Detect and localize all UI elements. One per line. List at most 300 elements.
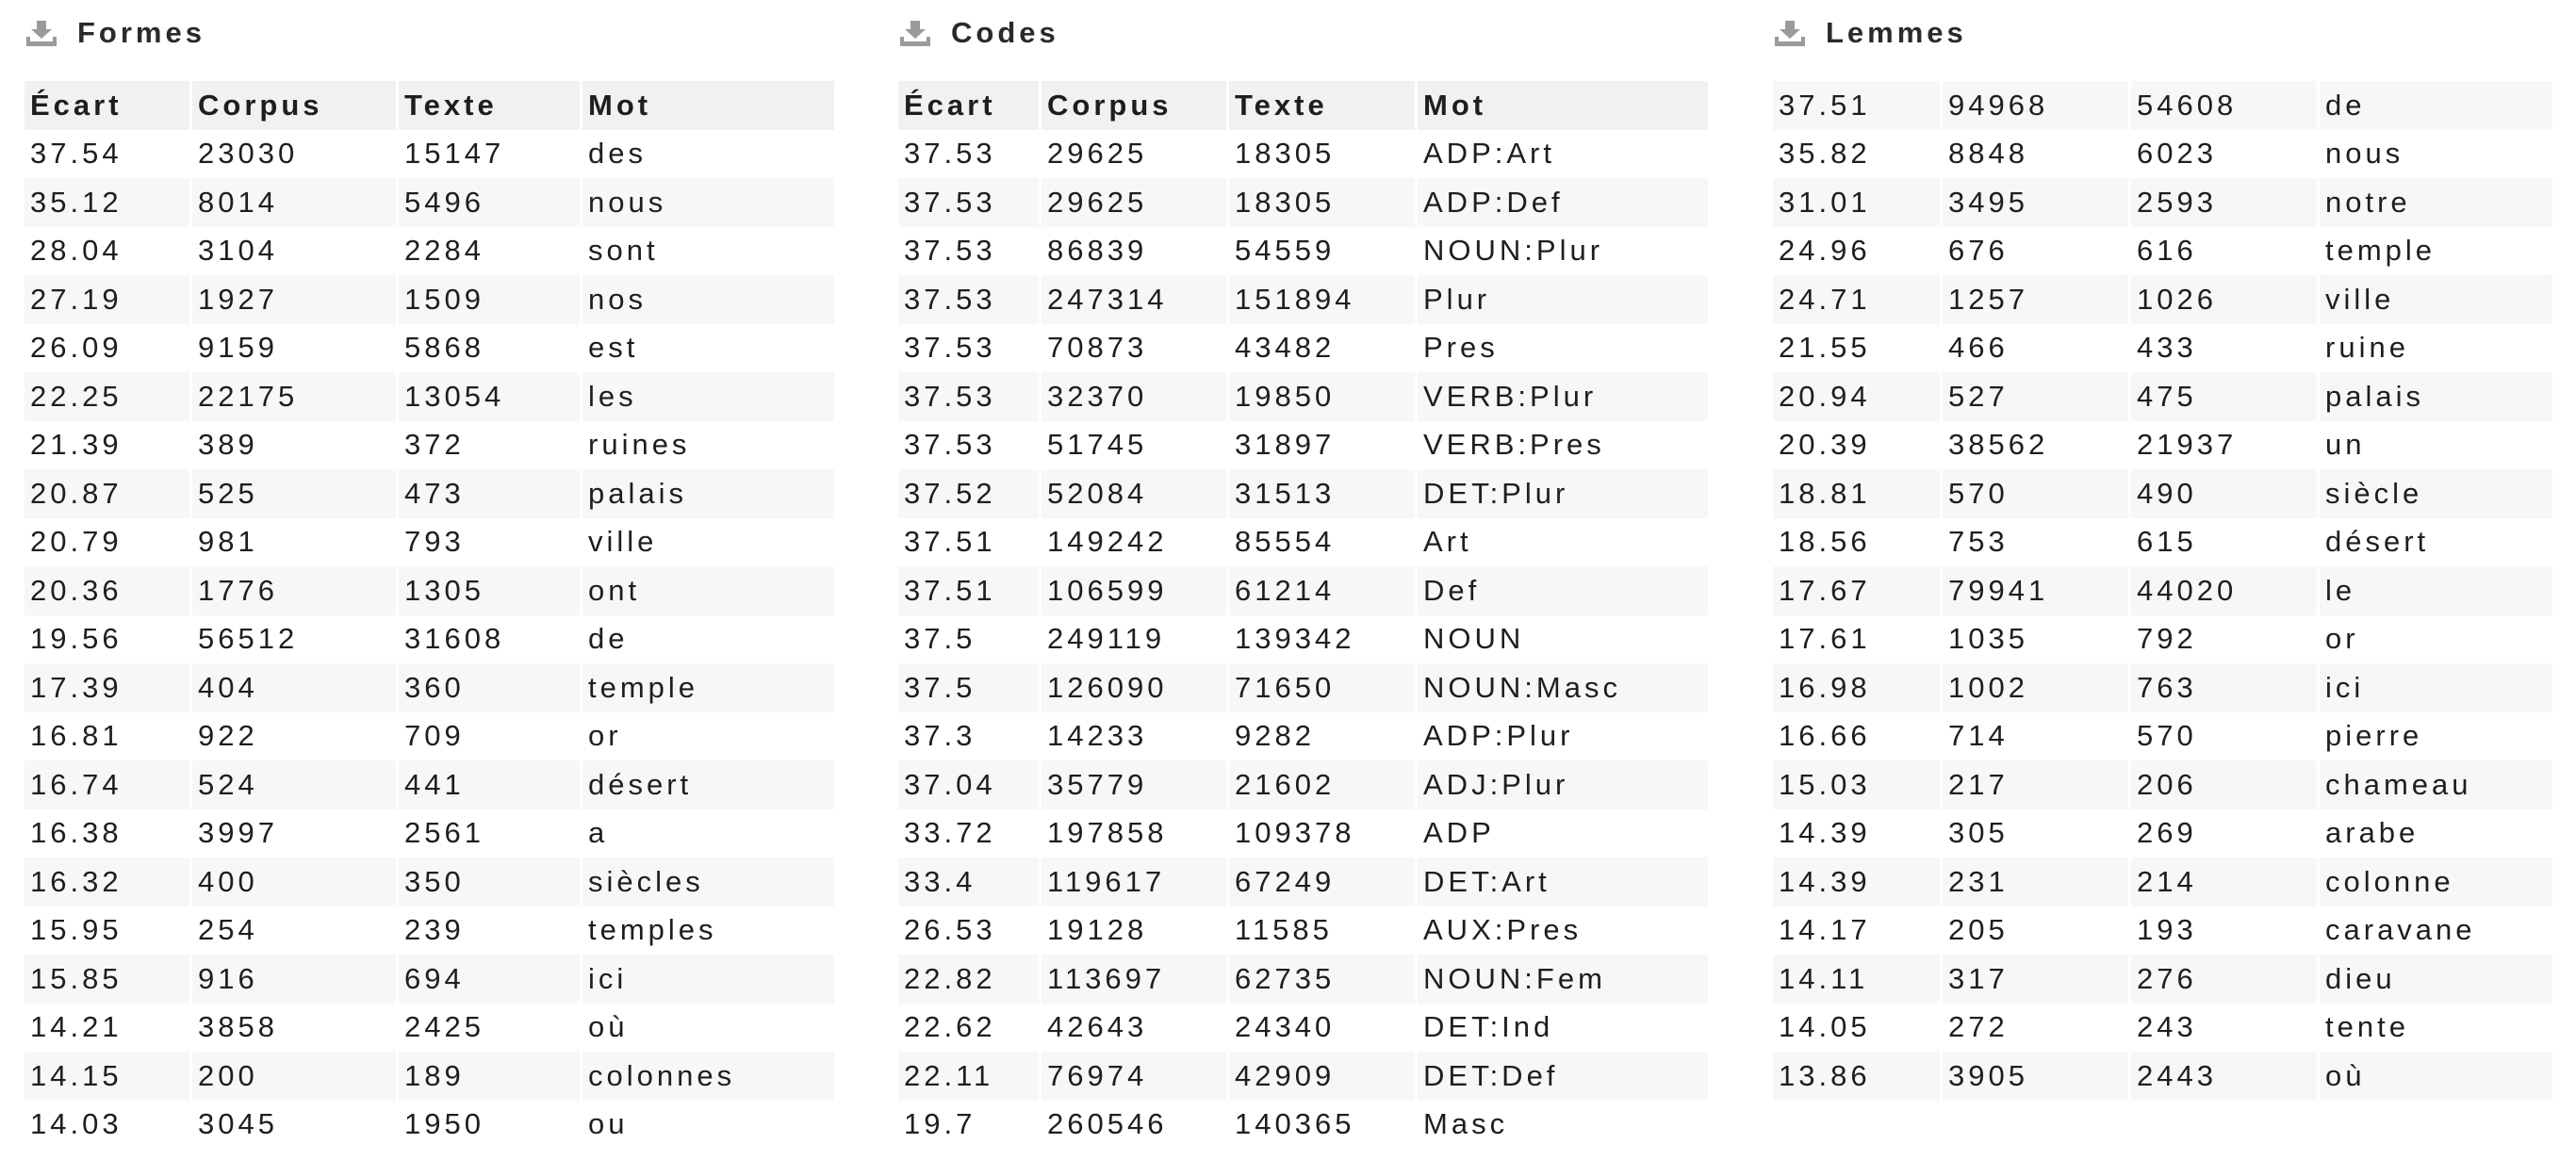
texte-cell: 475 xyxy=(2131,372,2320,421)
texte-cell: 243 xyxy=(2131,1004,2320,1053)
ecart-cell: 37.52 xyxy=(898,469,1042,518)
texte-cell: 616 xyxy=(2131,227,2320,276)
ecart-cell: 37.53 xyxy=(898,421,1042,470)
ecart-cell: 20.87 xyxy=(25,469,192,518)
texte-cell: 71650 xyxy=(1229,663,1418,712)
corpus-cell: 217 xyxy=(1943,760,2131,809)
texte-cell: 372 xyxy=(399,421,582,470)
mot-cell: DET:Ind xyxy=(1418,1004,1711,1053)
mot-cell: palais xyxy=(2320,372,2555,421)
ecart-cell: 17.67 xyxy=(1773,566,1943,615)
mot-cell: nous xyxy=(2320,130,2555,179)
download-icon[interactable] xyxy=(1773,19,1807,47)
table-row xyxy=(25,421,837,470)
corpus-cell: 525 xyxy=(192,469,399,518)
texte-cell: 42909 xyxy=(1229,1052,1418,1101)
ecart-cell: 16.38 xyxy=(25,809,192,858)
column-header[interactable]: Écart xyxy=(898,81,1042,130)
table-row xyxy=(25,275,837,324)
ecart-cell: 14.03 xyxy=(25,1101,192,1150)
codes-panel xyxy=(898,0,1711,1149)
mot-cell: DET:Def xyxy=(1418,1052,1711,1101)
table-row xyxy=(898,663,1711,712)
table-row xyxy=(1773,227,2555,276)
column-header[interactable]: Texte xyxy=(399,81,582,130)
table-row xyxy=(1773,518,2555,567)
texte-cell: 2425 xyxy=(399,1004,582,1053)
texte-cell: 433 xyxy=(2131,324,2320,373)
table-row xyxy=(898,227,1711,276)
corpus-cell: 1002 xyxy=(1943,663,2131,712)
mot-cell: sont xyxy=(582,227,837,276)
table-row xyxy=(1773,178,2555,227)
table-row xyxy=(898,1052,1711,1101)
texte-cell: 214 xyxy=(2131,858,2320,907)
lemmes-header xyxy=(1773,0,2555,66)
table-row xyxy=(898,372,1711,421)
texte-cell: 570 xyxy=(2131,712,2320,761)
texte-cell: 31608 xyxy=(399,615,582,664)
texte-cell: 13054 xyxy=(399,372,582,421)
ecart-cell: 22.62 xyxy=(898,1004,1042,1053)
table-row xyxy=(25,809,837,858)
mot-cell: DET:Plur xyxy=(1418,469,1711,518)
ecart-cell: 37.53 xyxy=(898,324,1042,373)
texte-cell: 350 xyxy=(399,858,582,907)
mot-cell: Art xyxy=(1418,518,1711,567)
corpus-cell: 86839 xyxy=(1042,227,1229,276)
mot-cell: où xyxy=(582,1004,837,1053)
mot-cell: chameau xyxy=(2320,760,2555,809)
corpus-cell: 51745 xyxy=(1042,421,1229,470)
corpus-cell: 3858 xyxy=(192,1004,399,1053)
table-row xyxy=(898,1101,1711,1150)
formes-rows xyxy=(25,130,837,1150)
texte-cell: 44020 xyxy=(2131,566,2320,615)
corpus-cell: 676 xyxy=(1943,227,2131,276)
corpus-cell: 404 xyxy=(192,663,399,712)
codes-table xyxy=(898,81,1711,1149)
lemmes-rows xyxy=(1773,81,2555,1101)
mot-cell: tente xyxy=(2320,1004,2555,1053)
column-header[interactable]: Mot xyxy=(1418,81,1711,130)
ecart-cell: 15.03 xyxy=(1773,760,1943,809)
table-row xyxy=(898,130,1711,179)
ecart-cell: 37.51 xyxy=(1773,81,1943,130)
corpus-cell: 200 xyxy=(192,1052,399,1101)
corpus-cell: 3997 xyxy=(192,809,399,858)
ecart-cell: 14.21 xyxy=(25,1004,192,1053)
table-row xyxy=(25,566,837,615)
ecart-cell: 35.12 xyxy=(25,178,192,227)
corpus-cell: 19128 xyxy=(1042,907,1229,956)
corpus-cell: 1035 xyxy=(1943,615,2131,664)
ecart-cell: 14.17 xyxy=(1773,907,1943,956)
ecart-cell: 37.54 xyxy=(25,130,192,179)
table-row xyxy=(1773,955,2555,1004)
column-header[interactable]: Mot xyxy=(582,81,837,130)
corpus-cell: 29625 xyxy=(1042,130,1229,179)
table-row xyxy=(898,809,1711,858)
codes-rows xyxy=(898,130,1711,1150)
mot-cell: nous xyxy=(582,178,837,227)
corpus-cell: 23030 xyxy=(192,130,399,179)
mot-cell: temples xyxy=(582,907,837,956)
ecart-cell: 31.01 xyxy=(1773,178,1943,227)
corpus-cell: 52084 xyxy=(1042,469,1229,518)
texte-cell: 1026 xyxy=(2131,275,2320,324)
texte-cell: 694 xyxy=(399,955,582,1004)
corpus-cell: 22175 xyxy=(192,372,399,421)
formes-header xyxy=(25,0,837,66)
mot-cell: NOUN:Fem xyxy=(1418,955,1711,1004)
codes-header-row xyxy=(898,81,1711,130)
table-row xyxy=(898,712,1711,761)
download-icon[interactable] xyxy=(25,19,58,47)
texte-cell: 43482 xyxy=(1229,324,1418,373)
table-row xyxy=(25,907,837,956)
formes-table xyxy=(25,81,837,1149)
ecart-cell: 16.81 xyxy=(25,712,192,761)
mot-cell: les xyxy=(582,372,837,421)
table-row xyxy=(898,178,1711,227)
mot-cell: siècle xyxy=(2320,469,2555,518)
ecart-cell: 26.09 xyxy=(25,324,192,373)
ecart-cell: 18.56 xyxy=(1773,518,1943,567)
corpus-cell: 305 xyxy=(1943,809,2131,858)
download-icon[interactable] xyxy=(898,19,932,47)
corpus-cell: 570 xyxy=(1943,469,2131,518)
table-row xyxy=(898,615,1711,664)
mot-cell: ruine xyxy=(2320,324,2555,373)
ecart-cell: 18.81 xyxy=(1773,469,1943,518)
corpus-cell: 14233 xyxy=(1042,712,1229,761)
codes-header xyxy=(898,0,1711,66)
texte-cell: 6023 xyxy=(2131,130,2320,179)
mot-cell: colonnes xyxy=(582,1052,837,1101)
texte-cell: 792 xyxy=(2131,615,2320,664)
table-row xyxy=(898,907,1711,956)
table-row xyxy=(25,858,837,907)
texte-cell: 85554 xyxy=(1229,518,1418,567)
texte-cell: 276 xyxy=(2131,955,2320,1004)
corpus-cell: 400 xyxy=(192,858,399,907)
corpus-cell: 922 xyxy=(192,712,399,761)
table-row xyxy=(898,275,1711,324)
mot-cell: Masc xyxy=(1418,1101,1711,1150)
formes-panel xyxy=(25,0,837,1149)
mot-cell: ruines xyxy=(582,421,837,470)
texte-cell: 193 xyxy=(2131,907,2320,956)
ecart-cell: 13.86 xyxy=(1773,1052,1943,1101)
texte-cell: 360 xyxy=(399,663,582,712)
corpus-cell: 3104 xyxy=(192,227,399,276)
table-row xyxy=(1773,81,2555,130)
texte-cell: 5868 xyxy=(399,324,582,373)
ecart-cell: 37.3 xyxy=(898,712,1042,761)
table-row xyxy=(25,1101,837,1150)
mot-cell: colonne xyxy=(2320,858,2555,907)
corpus-cell: 524 xyxy=(192,760,399,809)
mot-cell: Plur xyxy=(1418,275,1711,324)
mot-cell: ADP xyxy=(1418,809,1711,858)
ecart-cell: 26.53 xyxy=(898,907,1042,956)
texte-cell: 1305 xyxy=(399,566,582,615)
table-row xyxy=(25,615,837,664)
corpus-cell: 1257 xyxy=(1943,275,2131,324)
ecart-cell: 16.66 xyxy=(1773,712,1943,761)
ecart-cell: 15.85 xyxy=(25,955,192,1004)
corpus-cell: 317 xyxy=(1943,955,2131,1004)
mot-cell: ville xyxy=(582,518,837,567)
ecart-cell: 22.25 xyxy=(25,372,192,421)
corpus-cell: 94968 xyxy=(1943,81,2131,130)
mot-cell: ADP:Art xyxy=(1418,130,1711,179)
mot-cell: ici xyxy=(582,955,837,1004)
table-row xyxy=(898,518,1711,567)
mot-cell: notre xyxy=(2320,178,2555,227)
mot-cell: VERB:Plur xyxy=(1418,372,1711,421)
mot-cell: ADJ:Plur xyxy=(1418,760,1711,809)
table-row xyxy=(1773,469,2555,518)
texte-cell: 140365 xyxy=(1229,1101,1418,1150)
corpus-cell: 76974 xyxy=(1042,1052,1229,1101)
mot-cell: ou xyxy=(582,1101,837,1150)
mot-cell: NOUN:Plur xyxy=(1418,227,1711,276)
mot-cell: désert xyxy=(2320,518,2555,567)
mot-cell: arabe xyxy=(2320,809,2555,858)
mot-cell: siècles xyxy=(582,858,837,907)
texte-cell: 18305 xyxy=(1229,178,1418,227)
mot-cell: AUX:Pres xyxy=(1418,907,1711,956)
table-row xyxy=(25,178,837,227)
corpus-cell: 38562 xyxy=(1943,421,2131,470)
table-row xyxy=(25,130,837,179)
ecart-cell: 35.82 xyxy=(1773,130,1943,179)
ecart-cell: 37.53 xyxy=(898,372,1042,421)
table-row xyxy=(25,1052,837,1101)
table-row xyxy=(898,324,1711,373)
corpus-cell: 981 xyxy=(192,518,399,567)
codes-title: Codes xyxy=(951,16,1059,49)
table-row xyxy=(1773,858,2555,907)
corpus-cell: 8848 xyxy=(1943,130,2131,179)
mot-cell: NOUN:Masc xyxy=(1418,663,1711,712)
table-row xyxy=(1773,566,2555,615)
texte-cell: 615 xyxy=(2131,518,2320,567)
texte-cell: 21937 xyxy=(2131,421,2320,470)
texte-cell: 490 xyxy=(2131,469,2320,518)
mot-cell: VERB:Pres xyxy=(1418,421,1711,470)
table-row xyxy=(1773,372,2555,421)
table-row xyxy=(1773,663,2555,712)
table-row xyxy=(898,1004,1711,1053)
mot-cell: ont xyxy=(582,566,837,615)
ecart-cell: 16.98 xyxy=(1773,663,1943,712)
column-header[interactable]: Corpus xyxy=(1042,81,1229,130)
corpus-cell: 916 xyxy=(192,955,399,1004)
mot-cell: dieu xyxy=(2320,955,2555,1004)
corpus-cell: 1927 xyxy=(192,275,399,324)
ecart-cell: 14.15 xyxy=(25,1052,192,1101)
texte-cell: 1509 xyxy=(399,275,582,324)
column-header[interactable]: Écart xyxy=(25,81,192,130)
texte-cell: 441 xyxy=(399,760,582,809)
texte-cell: 54608 xyxy=(2131,81,2320,130)
ecart-cell: 14.05 xyxy=(1773,1004,1943,1053)
corpus-cell: 8014 xyxy=(192,178,399,227)
texte-cell: 2561 xyxy=(399,809,582,858)
mot-cell: ADP:Def xyxy=(1418,178,1711,227)
formes-title: Formes xyxy=(77,16,205,49)
ecart-cell: 21.55 xyxy=(1773,324,1943,373)
ecart-cell: 37.51 xyxy=(898,566,1042,615)
corpus-cell: 714 xyxy=(1943,712,2131,761)
ecart-cell: 14.39 xyxy=(1773,809,1943,858)
lemmes-panel xyxy=(1773,0,2555,1101)
corpus-cell: 527 xyxy=(1943,372,2131,421)
corpus-cell: 70873 xyxy=(1042,324,1229,373)
mot-cell: ADP:Plur xyxy=(1418,712,1711,761)
ecart-cell: 14.11 xyxy=(1773,955,1943,1004)
column-header[interactable]: Corpus xyxy=(192,81,399,130)
mot-cell: pierre xyxy=(2320,712,2555,761)
ecart-cell: 37.04 xyxy=(898,760,1042,809)
corpus-cell: 113697 xyxy=(1042,955,1229,1004)
ecart-cell: 20.39 xyxy=(1773,421,1943,470)
table-row xyxy=(1773,421,2555,470)
texte-cell: 239 xyxy=(399,907,582,956)
texte-cell: 54559 xyxy=(1229,227,1418,276)
texte-cell: 139342 xyxy=(1229,615,1418,664)
table-row xyxy=(25,955,837,1004)
ecart-cell: 14.39 xyxy=(1773,858,1943,907)
table-row xyxy=(25,712,837,761)
table-row xyxy=(898,566,1711,615)
table-row xyxy=(898,469,1711,518)
ecart-cell: 24.96 xyxy=(1773,227,1943,276)
texte-cell: 15147 xyxy=(399,130,582,179)
corpus-cell: 205 xyxy=(1943,907,2131,956)
mot-cell: un xyxy=(2320,421,2555,470)
ecart-cell: 19.7 xyxy=(898,1101,1042,1150)
lemmes-table xyxy=(1773,81,2555,1101)
texte-cell: 1950 xyxy=(399,1101,582,1150)
corpus-cell: 119617 xyxy=(1042,858,1229,907)
corpus-cell: 3045 xyxy=(192,1101,399,1150)
texte-cell: 763 xyxy=(2131,663,2320,712)
mot-cell: NOUN xyxy=(1418,615,1711,664)
texte-cell: 5496 xyxy=(399,178,582,227)
table-row xyxy=(898,858,1711,907)
mot-cell: où xyxy=(2320,1052,2555,1101)
column-header[interactable]: Texte xyxy=(1229,81,1418,130)
corpus-cell: 272 xyxy=(1943,1004,2131,1053)
table-row xyxy=(898,955,1711,1004)
table-row xyxy=(25,518,837,567)
mot-cell: palais xyxy=(582,469,837,518)
ecart-cell: 22.82 xyxy=(898,955,1042,1004)
corpus-cell: 197858 xyxy=(1042,809,1229,858)
corpus-cell: 9159 xyxy=(192,324,399,373)
mot-cell: ici xyxy=(2320,663,2555,712)
mot-cell: DET:Art xyxy=(1418,858,1711,907)
ecart-cell: 24.71 xyxy=(1773,275,1943,324)
table-row xyxy=(1773,1052,2555,1101)
table-row xyxy=(25,469,837,518)
texte-cell: 19850 xyxy=(1229,372,1418,421)
ecart-cell: 22.11 xyxy=(898,1052,1042,1101)
ecart-cell: 37.5 xyxy=(898,615,1042,664)
texte-cell: 2443 xyxy=(2131,1052,2320,1101)
texte-cell: 31897 xyxy=(1229,421,1418,470)
ecart-cell: 16.32 xyxy=(25,858,192,907)
texte-cell: 9282 xyxy=(1229,712,1418,761)
corpus-cell: 231 xyxy=(1943,858,2131,907)
mot-cell: temple xyxy=(2320,227,2555,276)
corpus-cell: 35779 xyxy=(1042,760,1229,809)
mot-cell: or xyxy=(2320,615,2555,664)
ecart-cell: 16.74 xyxy=(25,760,192,809)
corpus-cell: 79941 xyxy=(1943,566,2131,615)
mot-cell: de xyxy=(2320,81,2555,130)
mot-cell: des xyxy=(582,130,837,179)
texte-cell: 189 xyxy=(399,1052,582,1101)
corpus-cell: 753 xyxy=(1943,518,2131,567)
texte-cell: 109378 xyxy=(1229,809,1418,858)
table-row xyxy=(25,324,837,373)
texte-cell: 18305 xyxy=(1229,130,1418,179)
corpus-cell: 32370 xyxy=(1042,372,1229,421)
corpus-cell: 126090 xyxy=(1042,663,1229,712)
table-row xyxy=(25,372,837,421)
texte-cell: 21602 xyxy=(1229,760,1418,809)
texte-cell: 24340 xyxy=(1229,1004,1418,1053)
corpus-cell: 466 xyxy=(1943,324,2131,373)
ecart-cell: 20.36 xyxy=(25,566,192,615)
mot-cell: a xyxy=(582,809,837,858)
mot-cell: temple xyxy=(582,663,837,712)
mot-cell: caravane xyxy=(2320,907,2555,956)
table-row xyxy=(1773,809,2555,858)
texte-cell: 206 xyxy=(2131,760,2320,809)
ecart-cell: 27.19 xyxy=(25,275,192,324)
ecart-cell: 20.94 xyxy=(1773,372,1943,421)
lemmes-title: Lemmes xyxy=(1826,16,1967,49)
corpus-cell: 42643 xyxy=(1042,1004,1229,1053)
texte-cell: 11585 xyxy=(1229,907,1418,956)
mot-cell: Pres xyxy=(1418,324,1711,373)
corpus-cell: 1776 xyxy=(192,566,399,615)
mot-cell: nos xyxy=(582,275,837,324)
mot-cell: Def xyxy=(1418,566,1711,615)
ecart-cell: 28.04 xyxy=(25,227,192,276)
mot-cell: ville xyxy=(2320,275,2555,324)
ecart-cell: 19.56 xyxy=(25,615,192,664)
table-row xyxy=(898,421,1711,470)
corpus-cell: 149242 xyxy=(1042,518,1229,567)
texte-cell: 151894 xyxy=(1229,275,1418,324)
texte-cell: 2593 xyxy=(2131,178,2320,227)
ecart-cell: 37.53 xyxy=(898,275,1042,324)
ecart-cell: 20.79 xyxy=(25,518,192,567)
table-row xyxy=(25,227,837,276)
texte-cell: 473 xyxy=(399,469,582,518)
table-row xyxy=(1773,324,2555,373)
corpus-cell: 249119 xyxy=(1042,615,1229,664)
corpus-cell: 29625 xyxy=(1042,178,1229,227)
corpus-cell: 247314 xyxy=(1042,275,1229,324)
